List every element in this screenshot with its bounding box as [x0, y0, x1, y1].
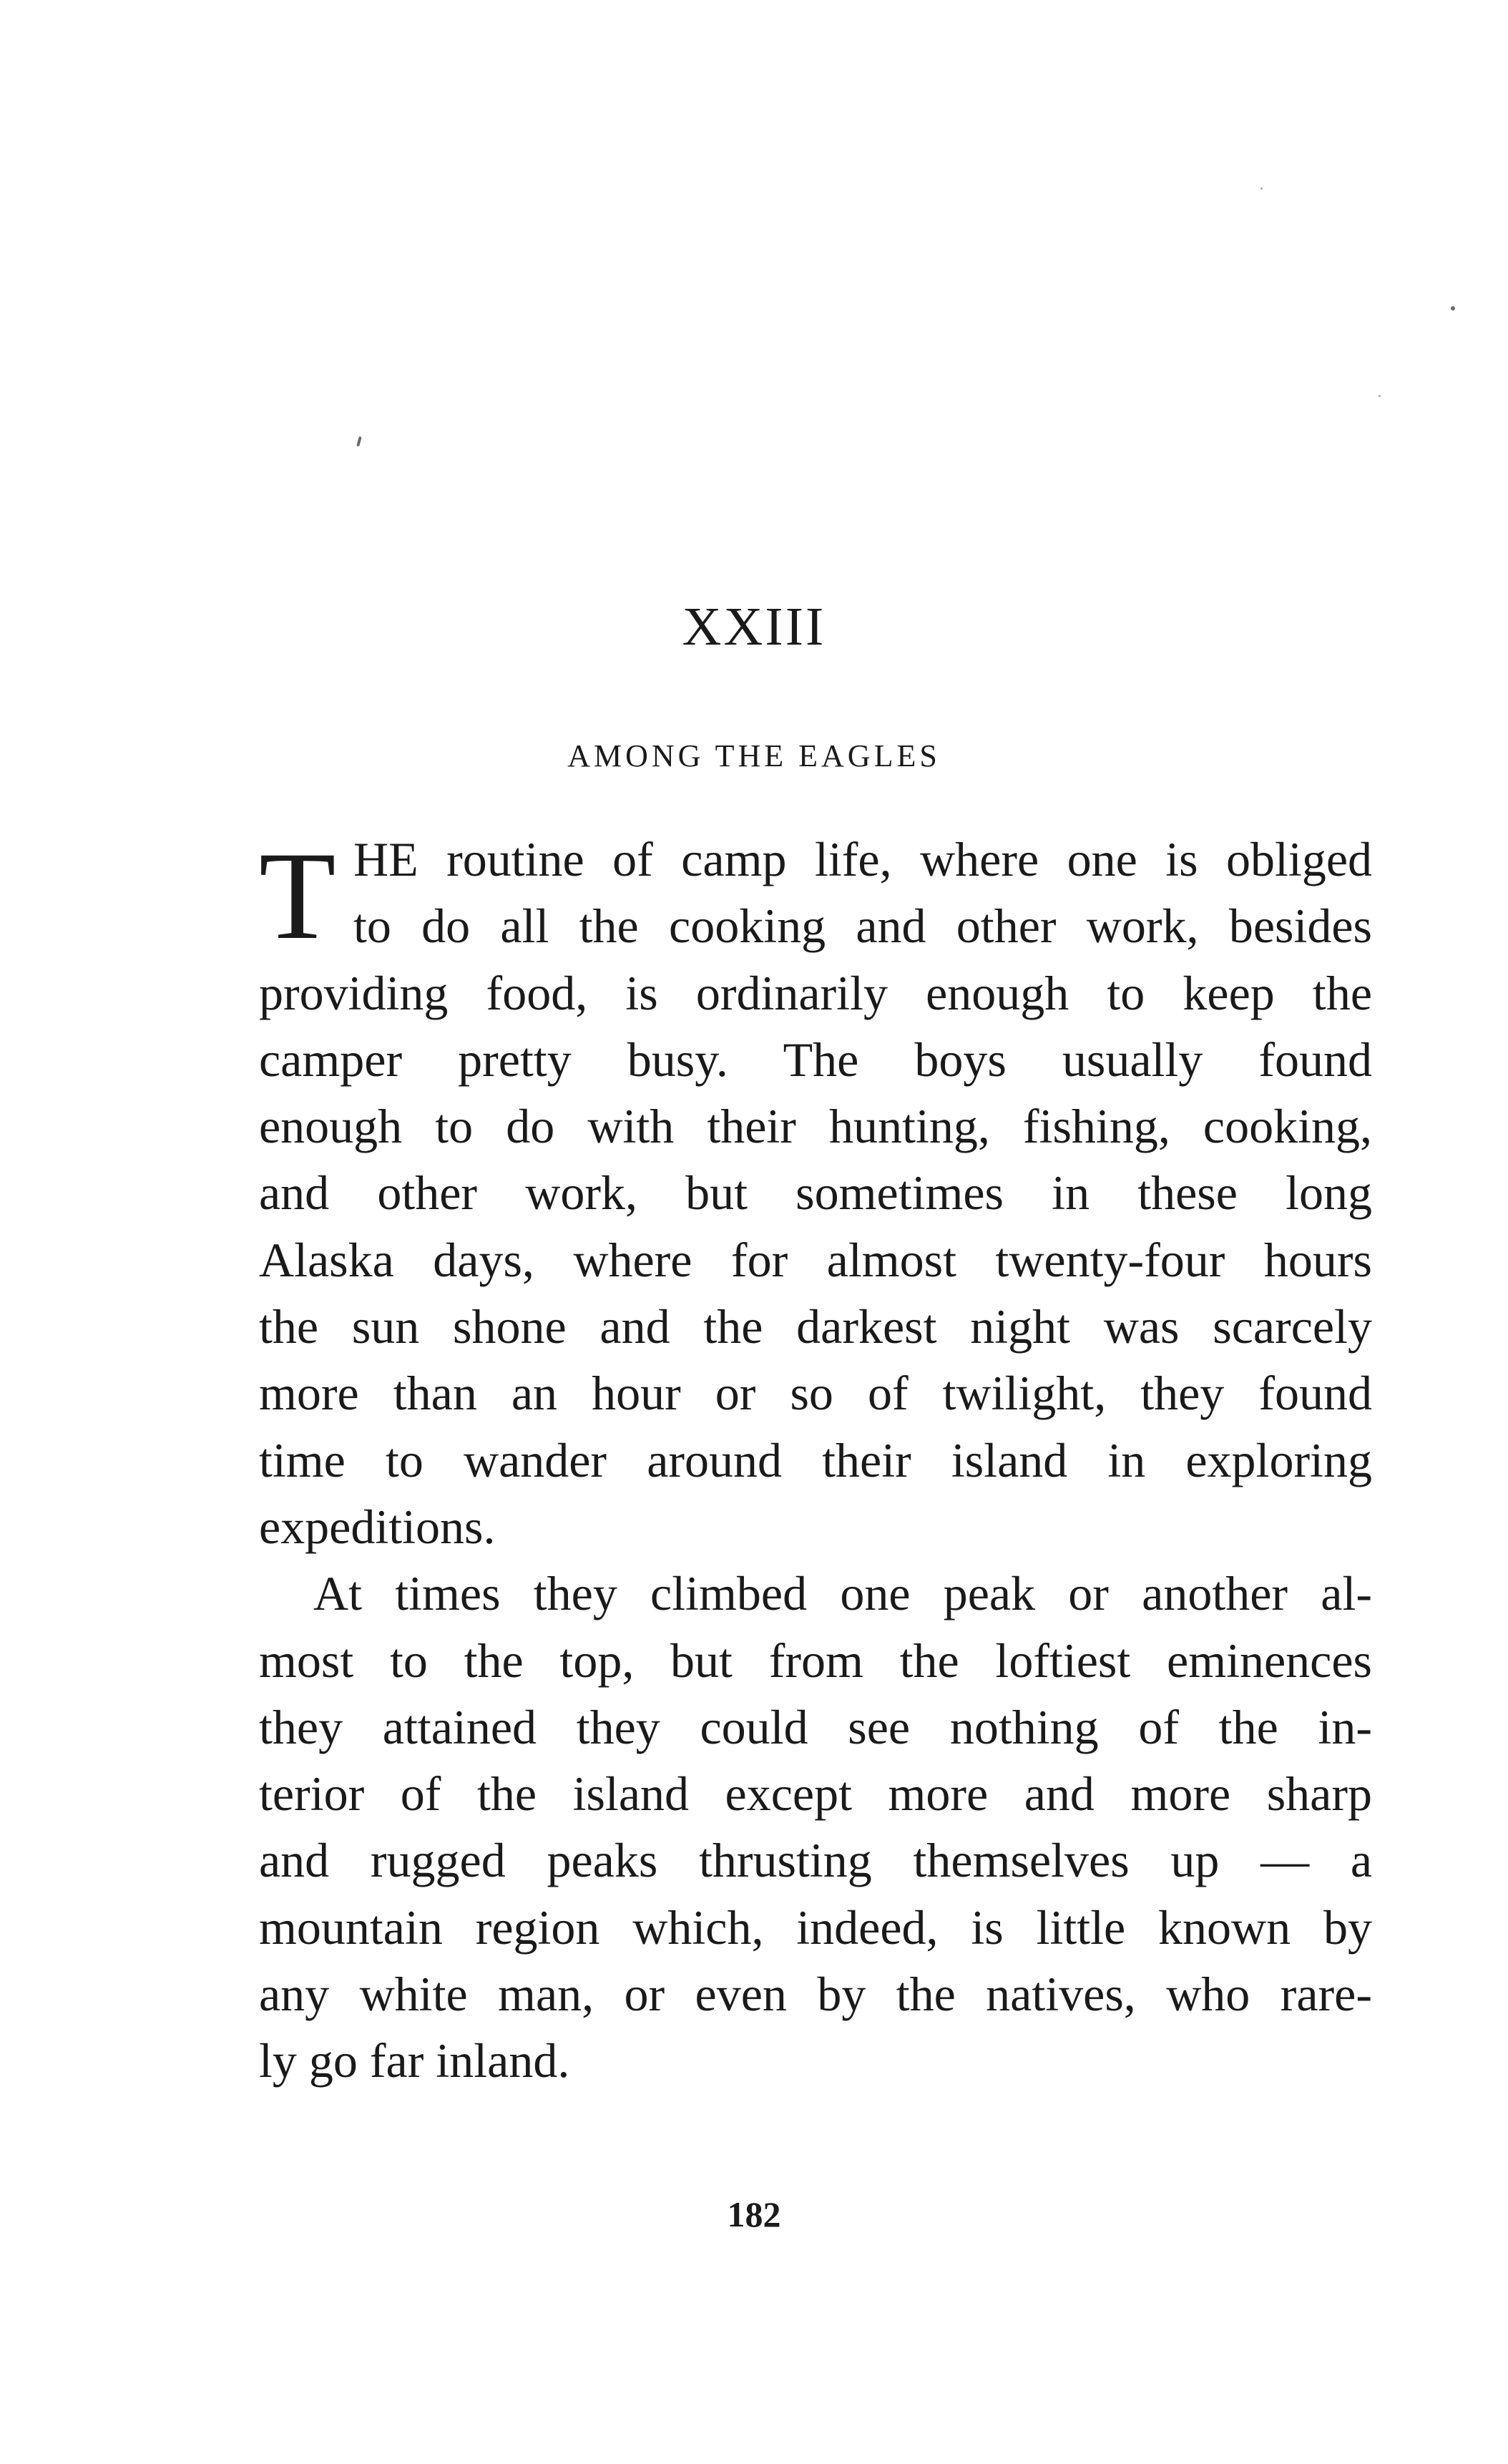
- scan-speck: [356, 436, 361, 447]
- text-line: terior of the island except more and more sharp: [259, 1766, 1372, 1822]
- text-line: more than an hour or so of twilight, they found: [259, 1366, 1372, 1421]
- page-number: 182: [727, 2194, 781, 2234]
- text-line: Alaska days, where for almost twenty-four hours: [259, 1232, 1372, 1287]
- scan-speck: [1451, 306, 1455, 311]
- text-line: expeditions.: [259, 1499, 496, 1554]
- text-line: the sun shone and the darkest night was scarcely: [259, 1299, 1372, 1354]
- drop-cap: T: [259, 826, 336, 966]
- text-line: ly go far inland.: [259, 2033, 570, 2088]
- chapter-body: [259, 826, 1372, 2095]
- paragraph-1: [259, 826, 1372, 1560]
- paragraph-2: [259, 1560, 1372, 2094]
- text-line: providing food, is ordinarily enough to keep the: [259, 965, 1372, 1020]
- text-line: HE routine of camp life, where one is obliged: [353, 832, 1372, 886]
- text-line: most to the top, but from the loftiest eminences: [259, 1633, 1372, 1688]
- text-line: camper pretty busy. The boys usually found: [259, 1032, 1372, 1087]
- text-line: and rugged peaks thrusting themselves up — a: [259, 1833, 1372, 1888]
- scan-speck: [1260, 187, 1263, 190]
- text-line: enough to do with their hunting, fishing, cooking,: [259, 1099, 1372, 1154]
- text-line: At times they climbed one peak or another al-: [313, 1566, 1372, 1621]
- text-line: time to wander around their island in exploring: [259, 1432, 1372, 1487]
- chapter-number: XXIII: [682, 597, 826, 657]
- scan-speck: [1379, 395, 1381, 397]
- chapter-title: AMONG THE EAGLES: [567, 738, 941, 773]
- text-line: they attained they could see nothing of the in-: [259, 1699, 1372, 1754]
- text-line: to do all the cooking and other work, besides: [353, 899, 1372, 954]
- text-line: and other work, but sometimes in these long: [259, 1165, 1372, 1221]
- text-line: mountain region which, indeed, is little known by: [259, 1900, 1372, 1955]
- text-line: any white man, or even by the natives, who rare-: [259, 1967, 1372, 2022]
